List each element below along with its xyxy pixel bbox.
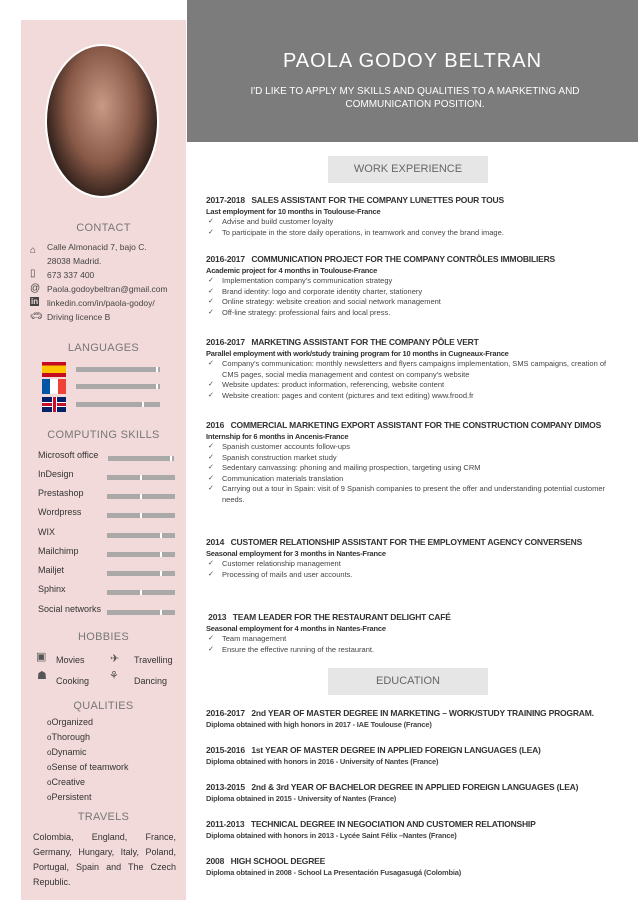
job-duty: ✓ Company's communication: monthly newsletters and flyers campaigns implementation, SMS campaigns, creation of CMS pages, social media management and contest on company's website — [206, 359, 616, 380]
contact-address-line2: 28038 Madrid. — [47, 256, 102, 266]
job-title: 2016-2017 COMMUNICATION PROJECT FOR THE COMPANY CONTRÔLES IMMOBILIERS — [206, 254, 555, 264]
skill-label: Microsoft office — [38, 450, 99, 460]
job-entry — [206, 195, 616, 238]
level-marker — [140, 475, 142, 480]
job-duty: ✓ Online strategy: website creation and social network management — [206, 297, 616, 308]
education-subtitle: Diploma obtained with high honors in 2017 - IAE Toulouse (France) — [206, 720, 432, 729]
job-duty: ✓ Communication materials translation — [206, 474, 616, 485]
job-entry — [206, 337, 616, 401]
level-marker — [160, 533, 162, 538]
skill-label: Sphinx — [38, 584, 66, 594]
bullet-icon: o — [47, 763, 52, 772]
education-title: 2008 HIGH SCHOOL DEGREE — [206, 856, 326, 866]
job-entry — [206, 612, 616, 655]
job-duty: ✓ Website creation: pages and content (pictures and text editing) www.frood.fr — [206, 391, 616, 402]
skill-bar — [107, 475, 175, 480]
job-duty: ✓ Brand identity: logo and corporate identity charter, stationery — [206, 287, 616, 298]
airplane-icon: ✈ — [110, 653, 120, 665]
skill-bar — [107, 610, 175, 615]
education-title: 2011-2013 TECHNICAL DEGREE IN NEGOCIATION AND CUSTOMER RELATIONSHIP — [206, 819, 536, 829]
car-icon: 🚗︎ — [30, 311, 43, 322]
job-subtitle: Seasonal employment for 4 months in Nantes-France — [206, 624, 386, 633]
skill-bar — [107, 552, 175, 557]
education-title: 2013-2015 2nd & 3rd YEAR OF BACHELOR DEGREE IN APPLIED FOREIGN LANGUAGES (LEA) — [206, 782, 579, 792]
level-marker — [156, 384, 158, 389]
movie-clapper-icon: ▣ — [36, 651, 47, 663]
skill-bar — [107, 513, 175, 518]
quality-label: Creative — [51, 777, 85, 787]
education-subtitle: Diploma obtained with honors in 2013 - Lycée Saint Félix –Nantes (France) — [206, 831, 457, 840]
spain-flag — [42, 362, 66, 377]
hobby-movies: Movies — [56, 655, 85, 665]
bullet-icon: o — [47, 748, 52, 757]
job-title: 2017-2018 SALES ASSISTANT FOR THE COMPANY LUNETTES POUR TOUS — [206, 195, 504, 205]
skill-label: Prestashop — [38, 488, 84, 498]
job-duty: ✓ Off-line strategy: professional fairs and local press. — [206, 308, 616, 319]
education-entry — [206, 745, 616, 767]
level-marker — [160, 571, 162, 576]
job-title: 2013 TEAM LEADER FOR THE RESTAURANT DELIGHT CAFÉ — [206, 612, 451, 622]
dancing-icon: ⚘ — [109, 670, 119, 682]
skill-bar — [107, 533, 175, 538]
job-duty: ✓ Spanish customer accounts follow-ups — [206, 442, 616, 453]
job-duty: ✓ Website updates: product information, referencing, website content — [206, 380, 616, 391]
skill-label: InDesign — [38, 469, 74, 479]
education-subtitle: Diploma obtained in 2008 - School La Presentación Fusagasugá (Colombia) — [206, 868, 462, 877]
contact-address-line1: Calle Almonacid 7, bajo C. — [47, 242, 147, 252]
job-duty: ✓ Implementation company's communication strategy — [206, 276, 616, 287]
job-subtitle: Seasonal employment for 3 months in Nantes-France — [206, 549, 386, 558]
travels-text: Colombia, England, France, Germany, Hungary, Italy, Poland, Portugal, Spain and The Czech Republic. — [33, 832, 176, 887]
skill-label: Mailchimp — [38, 546, 79, 556]
education-heading: EDUCATION — [328, 668, 488, 695]
education-title: 2016-2017 2nd YEAR OF MASTER DEGREE IN MARKETING – WORK/STUDY TRAINING PROGRAM. — [206, 708, 594, 718]
education-entry — [206, 708, 616, 730]
work-experience-heading: WORK EXPERIENCE — [328, 156, 488, 183]
skill-bar — [107, 571, 175, 576]
quality-label: Sense of teamwork — [51, 762, 129, 772]
job-duty: ✓ Ensure the effective running of the restaurant. — [206, 645, 616, 656]
quality-label: Organized — [51, 717, 93, 727]
job-duty: ✓ Team management — [206, 634, 616, 645]
email-icon: @ — [30, 283, 41, 294]
level-marker — [156, 367, 158, 372]
level-marker — [140, 494, 142, 499]
quality-item — [47, 762, 129, 772]
job-duties — [206, 359, 616, 401]
phone-icon: ▯ — [30, 268, 36, 279]
job-duties — [206, 559, 616, 580]
job-subtitle: Parallel employment with work/study training program for 10 months in Cugneaux-France — [206, 349, 509, 358]
level-marker — [142, 402, 144, 407]
quality-label: Thorough — [51, 732, 90, 742]
skill-bar — [107, 494, 175, 499]
hobby-dancing: Dancing — [134, 676, 168, 686]
job-title: 2016-2017 MARKETING ASSISTANT FOR THE COMPANY PÔLE VERT — [206, 337, 479, 347]
job-subtitle: Internship for 6 months in Ancenis-France — [206, 432, 349, 441]
job-duty: ✓ Carrying out a tour in Spain: visit of 9 Spanish companies to present the offer and understanding potential customer needs. — [206, 484, 616, 505]
skill-bar — [107, 590, 175, 595]
bullet-icon: o — [47, 733, 52, 742]
education-subtitle: Diploma obtained with honors in 2016 - University of Nantes (France) — [206, 757, 439, 766]
job-duty: ✓ To participate in the store daily operations, in teamwork and convey the brand image. — [206, 228, 616, 239]
job-title: 2014 CUSTOMER RELATIONSHIP ASSISTANT FOR THE EMPLOYMENT AGENCY CONVERSENS — [206, 537, 583, 547]
quality-item — [47, 747, 86, 757]
bullet-icon: o — [47, 778, 52, 787]
uk-flag — [42, 397, 66, 412]
education-entry — [206, 856, 616, 878]
skill-label: Wordpress — [38, 507, 82, 517]
profile-photo — [45, 44, 159, 198]
job-entry — [206, 537, 616, 580]
contact-linkedin[interactable]: linkedin.com/in/paola-godoy/ — [47, 298, 155, 308]
candidate-name: PAOLA GODOY BELTRAN — [282, 50, 543, 72]
contact-title: CONTACT — [76, 222, 131, 234]
quality-label: Persistent — [51, 792, 92, 802]
language-bar-french — [76, 384, 160, 389]
contact-phone: 673 337 400 — [47, 270, 95, 280]
level-marker — [140, 513, 142, 518]
job-title: 2016 COMMERCIAL MARKETING EXPORT ASSISTANT FOR THE CONSTRUCTION COMPANY DIMOS — [206, 420, 602, 430]
quality-item — [47, 777, 85, 787]
education-entry — [206, 782, 616, 804]
job-subtitle: Last employment for 10 months in Toulouse-France — [206, 207, 381, 216]
job-duty: ✓ Advise and build customer loyalty — [206, 217, 616, 228]
home-icon: ⌂ — [30, 245, 37, 256]
job-duties — [206, 276, 616, 318]
skill-bar — [108, 456, 174, 461]
quality-item — [47, 792, 91, 802]
language-bar-english — [76, 402, 160, 407]
linkedin-icon: in — [31, 297, 39, 306]
bullet-icon: o — [47, 793, 52, 802]
education-entry — [206, 819, 616, 841]
quality-item — [47, 717, 93, 727]
education-subtitle: Diploma obtained in 2015 - University of Nantes (France) — [206, 794, 397, 803]
job-entry — [206, 420, 616, 505]
objective-statement: I'D LIKE TO APPLY MY SKILLS AND QUALITIES TO A MARKETING AND COMMUNICATION POSITION. — [250, 86, 580, 110]
hobby-travelling: Travelling — [134, 655, 173, 665]
hobbies-title: HOBBIES — [77, 631, 129, 643]
level-marker — [160, 552, 162, 557]
job-duty: ✓ Spanish construction market study — [206, 453, 616, 464]
chef-icon: ☗ — [37, 670, 47, 682]
hobby-cooking: Cooking — [56, 676, 90, 686]
education-title: 2015-2016 1st YEAR OF MASTER DEGREE IN APPLIED FOREIGN LANGUAGES (LEA) — [206, 745, 541, 755]
quality-item — [47, 732, 90, 742]
france-flag — [42, 379, 66, 394]
level-marker — [160, 610, 162, 615]
job-duties — [206, 217, 616, 238]
job-duties — [206, 634, 616, 655]
travels-title: TRAVELS — [77, 811, 130, 823]
job-duty: ✓ Sedentary canvassing: phoning and mailing prospection, targeting using CRM — [206, 463, 616, 474]
skill-label: Mailjet — [38, 565, 65, 575]
level-marker — [140, 590, 142, 595]
job-subtitle: Academic project for 4 months in Toulouse-France — [206, 266, 378, 275]
job-entry — [206, 254, 616, 318]
job-duties — [206, 442, 616, 505]
bullet-icon: o — [47, 718, 52, 727]
contact-license: Driving licence B — [47, 312, 111, 322]
quality-label: Dynamic — [51, 747, 87, 757]
computing-skills-title: COMPUTING SKILLS — [47, 429, 160, 441]
languages-title: LANGUAGES — [67, 342, 140, 354]
skill-label: Social networks — [38, 604, 102, 614]
contact-email[interactable]: Paola.godoybeltran@gmail.com — [47, 284, 168, 294]
job-duty: ✓ Processing of mails and user accounts. — [206, 570, 616, 581]
level-marker — [170, 456, 172, 461]
language-bar-spanish — [76, 367, 160, 372]
skill-label: WIX — [38, 527, 55, 537]
qualities-title: QUALITIES — [73, 700, 134, 712]
job-duty: ✓ Customer relationship management — [206, 559, 616, 570]
